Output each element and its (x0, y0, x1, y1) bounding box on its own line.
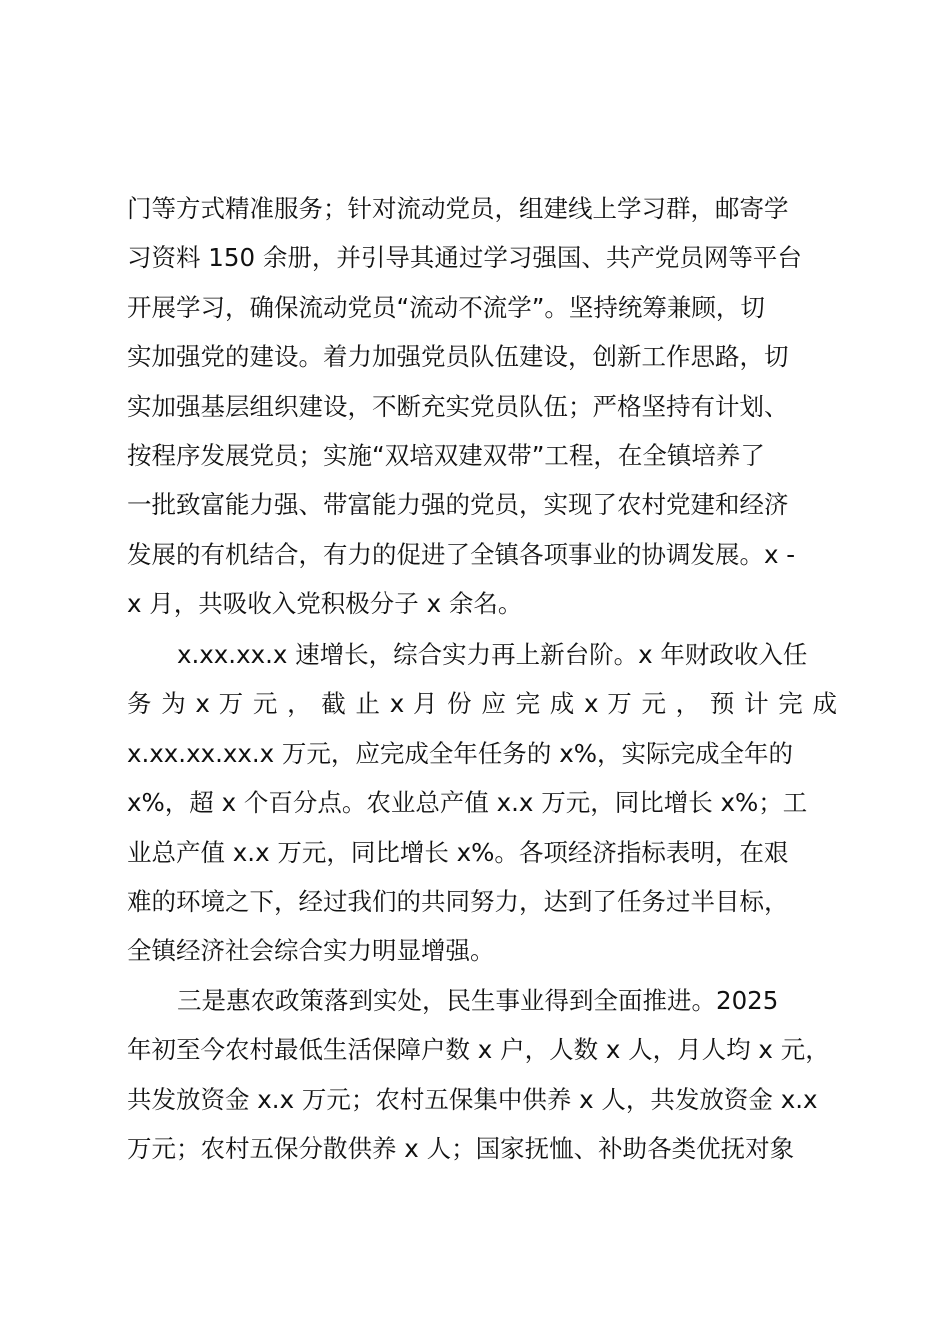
paragraph-economic-growth (127, 630, 837, 976)
text-line: 按程序发展党员；实施“双培双建双带”工程，在全镇培养了 (127, 440, 765, 470)
text-line: 实加强党的建设。着力加强党员队伍建设，创新工作思路，切 (127, 342, 789, 372)
text-line: x 月，共吸收入党积极分子 x 余名。 (127, 589, 523, 619)
text-line: x%，超 x 个百分点。农业总产值 x.x 万元，同比增长 x%；工 (127, 788, 808, 818)
text-line: 三是惠农政策落到实处，民生事业得到全面推进。2025 (177, 986, 779, 1015)
text-line: 年初至今农村最低生活保障户数 x 户，人数 x 人，月人均 x 元， (127, 1035, 830, 1065)
text-line: 难的环境之下，经过我们的共同努力，达到了任务过半目标， (127, 886, 789, 916)
text-line: 一批致富能力强、带富能力强的党员，实现了农村党建和经济 (127, 490, 789, 520)
paragraph-livelihood (127, 976, 837, 1174)
text-line: 发展的有机结合，有力的促进了全镇各项事业的协调发展。x - (127, 539, 796, 569)
text-line: 共发放资金 x.x 万元；农村五保集中供养 x 人，共发放资金 x.x (127, 1084, 818, 1114)
text-line: 万元；农村五保分散供养 x 人；国家抚恤、补助各类优抚对象 (127, 1134, 795, 1164)
text-line: 务 为 x 万 元 ， 截 止 x 月 份 应 完 成 x 万 元 ， 预 计 完 成 (127, 689, 837, 719)
text-line: x.xx.xx.x 速增长，综合实力再上新台阶。x 年财政收入任 (177, 640, 808, 669)
text-line: 业总产值 x.x 万元，同比增长 x%。各项经济指标表明，在艰 (127, 837, 789, 867)
text-line: 门等方式精准服务；针对流动党员，组建线上学习群，邮寄学 (127, 194, 789, 223)
text-line: 开展学习，确保流动党员“流动不流学”。坚持统筹兼顾，切 (127, 292, 765, 322)
text-line: 习资料 150 余册，并引导其通过学习强国、共产党员网等平台 (127, 243, 802, 273)
text-line: 全镇经济社会综合实力明显增强。 (127, 936, 495, 966)
text-line: 实加强基层组织建设，不断充实党员队伍；严格坚持有计划、 (127, 391, 789, 421)
paragraph-party-building (127, 184, 837, 629)
text-line: x.xx.xx.xx.x 万元，应完成全年任务的 x%，实际完成全年的 (127, 738, 793, 768)
